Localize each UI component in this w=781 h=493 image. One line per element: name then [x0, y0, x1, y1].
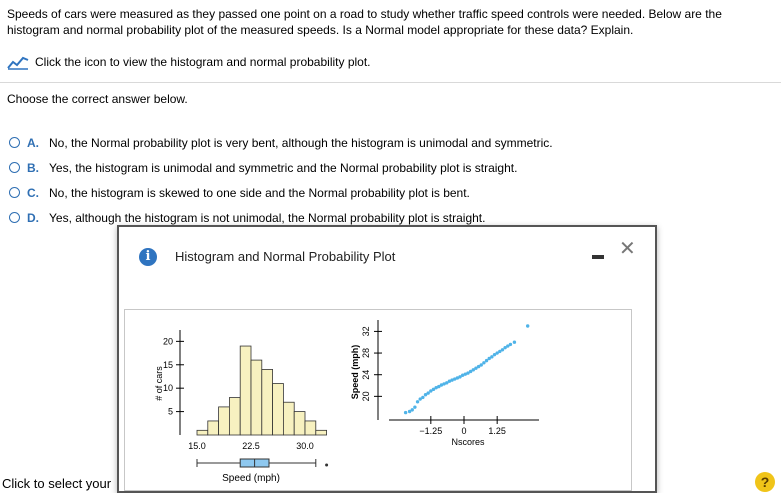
option-c[interactable] — [9, 180, 553, 205]
npp-point — [404, 411, 407, 414]
option-text[interactable]: No, the histogram is skewed to one side and the Normal probability plot is bent. — [49, 185, 470, 200]
option-text[interactable]: Yes, the histogram is unimodal and symmetric and the Normal probability plot is straight. — [49, 160, 518, 175]
npp-x-tick-label: 0 — [461, 426, 467, 436]
x-tick-label: 30.0 — [296, 441, 314, 451]
npp-y-axis-label: Speed (mph) — [350, 344, 360, 400]
option-letter: C. — [27, 185, 39, 200]
answer-options — [9, 130, 553, 230]
radio-button[interactable] — [9, 162, 20, 173]
option-b[interactable] — [9, 155, 553, 180]
histogram-bar — [197, 430, 208, 435]
npp-point — [526, 324, 529, 327]
npp-point — [501, 348, 504, 351]
plot-frame — [124, 309, 632, 491]
y-axis-label: # of cars — [154, 366, 164, 401]
y-tick-label: 10 — [162, 383, 173, 394]
histogram-bar — [219, 407, 230, 435]
view-plot-label[interactable]: Click the icon to view the histogram and normal probability plot. — [35, 55, 371, 69]
x-tick-label: 22.5 — [242, 441, 260, 451]
npp-point — [480, 363, 483, 366]
x-tick-label: 15.0 — [188, 441, 206, 451]
histogram-bar — [305, 421, 316, 435]
status-text: Click to select your — [2, 476, 112, 491]
y-tick-label: 15 — [162, 359, 173, 370]
histogram-bar — [229, 398, 240, 435]
option-letter: A. — [27, 135, 39, 150]
npp-point — [509, 343, 512, 346]
boxplot-outlier — [325, 464, 328, 467]
help-icon[interactable]: ? — [755, 472, 775, 492]
option-text[interactable]: Yes, although the histogram is not unimodal, the Normal probability plot is straight. — [49, 210, 486, 225]
npp-point — [411, 408, 414, 411]
npp-point — [426, 391, 429, 394]
npp-y-tick-label: 32 — [361, 326, 371, 337]
histogram-bar — [294, 412, 305, 435]
x-axis-label: Speed (mph) — [222, 473, 280, 484]
y-tick-label: 5 — [167, 406, 173, 417]
npp-point — [421, 396, 424, 399]
radio-button[interactable] — [9, 187, 20, 198]
y-tick-label: 20 — [162, 336, 173, 347]
histogram-bar — [262, 369, 273, 435]
chart-icon[interactable] — [7, 54, 29, 70]
plot-dialog — [117, 225, 657, 493]
npp-point — [416, 400, 419, 403]
npp-point — [482, 361, 485, 364]
choose-label: Choose the correct answer below. — [7, 92, 188, 106]
radio-button[interactable] — [9, 212, 20, 223]
minimize-button[interactable] — [592, 255, 604, 259]
histogram-bar — [208, 421, 219, 435]
npp-x-tick-label: −1.25 — [419, 426, 443, 436]
plots-svg — [125, 310, 631, 490]
info-icon: i — [139, 248, 157, 266]
option-letter: D. — [27, 210, 39, 225]
option-a[interactable] — [9, 130, 553, 155]
npp-y-tick-label: 20 — [361, 391, 371, 402]
histogram-bar — [240, 346, 251, 435]
option-letter: B. — [27, 160, 39, 175]
close-icon[interactable]: ✕ — [619, 238, 636, 260]
dialog-header — [119, 227, 655, 285]
npp-point — [490, 355, 493, 358]
npp-y-tick-label: 28 — [361, 348, 371, 359]
question-text: Speeds of cars were measured as they passed one point on a road to study whether traffic speed controls were needed. Below are the histogram and normal probability plot of the measured speeds. Is a Normal model appropriate for these data? Explain. — [7, 7, 722, 37]
npp-point — [413, 405, 416, 408]
npp-x-axis-label: Nscores — [451, 437, 485, 447]
divider — [0, 82, 781, 83]
option-text[interactable]: No, the Normal probability plot is very bent, although the histogram is unimodal and symmetric. — [49, 135, 553, 150]
histogram-bar — [283, 402, 294, 435]
view-plot-link[interactable] — [7, 54, 371, 70]
histogram-bar — [251, 360, 262, 435]
npp-point — [485, 359, 488, 362]
npp-y-tick-label: 24 — [361, 369, 371, 380]
radio-button[interactable] — [9, 137, 20, 148]
npp-x-tick-label: 1.25 — [488, 426, 506, 436]
npp-point — [513, 341, 516, 344]
dialog-title: Histogram and Normal Probability Plot — [175, 249, 396, 264]
histogram-bar — [316, 430, 327, 435]
histogram-bar — [273, 384, 284, 436]
